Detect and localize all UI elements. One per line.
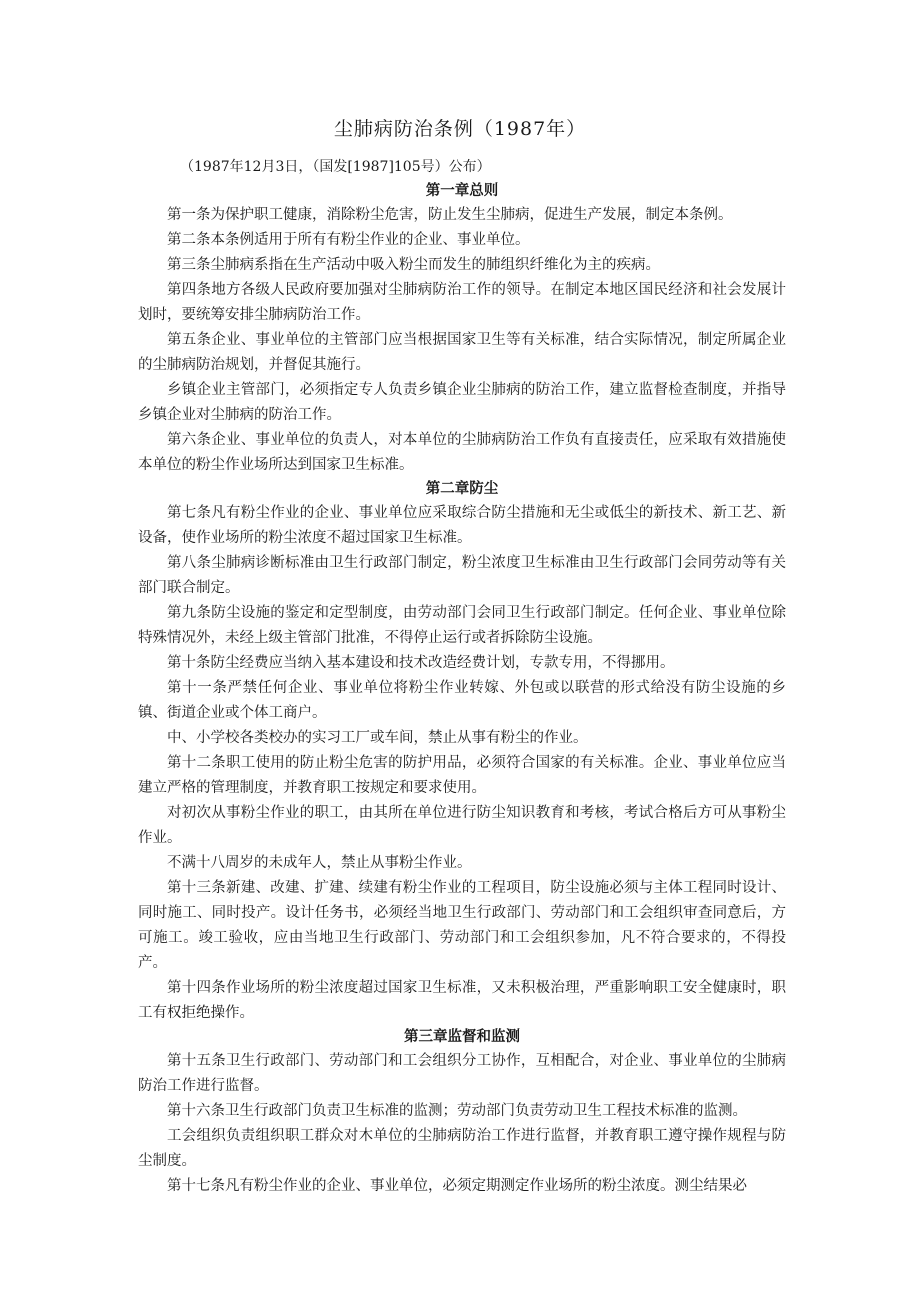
chapter-heading: 第一章总则: [425, 182, 499, 199]
document-title: 尘肺病防治条例（1987年）: [333, 118, 587, 140]
article-paragraph: 第三条尘肺病系指在生产活动中吸入粉尘而发生的肺组织纤维化为主的疾病。: [167, 257, 660, 273]
article-paragraph: 第十三条新建、改建、扩建、续建有粉尘作业的工程项目，防尘设施必须与主体工程同时设计、同时施工、同时投产。设计任务书，必须经当地卫生行政部门、劳动部门和工会组织审查同意后，方可施工。竣工验收，应由当地卫生行政部门、劳动部门和工会组织参加，凡不符合要求的，不得投产。: [138, 880, 786, 971]
article-paragraph: 第九条防尘设施的鉴定和定型制度，由劳动部门会同卫生行政部门制定。任何企业、事业单位除特殊情况外，未经上级主管部门批准，不得停止运行或者拆除防尘设施。: [138, 605, 786, 646]
article-paragraph: 第四条地方各级人民政府要加强对尘肺病防治工作的领导。在制定本地区国民经济和社会发展计划时，要统筹安排尘肺病防治工作。: [138, 282, 786, 323]
article-paragraph: 第十五条卫生行政部门、劳动部门和工会组织分工协作，互相配合，对企业、事业单位的尘肺病防治工作进行监督。: [138, 1053, 786, 1094]
article-paragraph: 第八条尘肺病诊断标准由卫生行政部门制定，粉尘浓度卫生标准由卫生行政部门会同劳动等有关部门联合制定。: [138, 555, 786, 596]
article-paragraph: 第七条凡有粉尘作业的企业、事业单位应采取综合防尘措施和无尘或低尘的新技术、新工艺、新设备，使作业场所的粉尘浓度不超过国家卫生标准。: [138, 505, 786, 546]
article-paragraph: 第十一条严禁任何企业、事业单位将粉尘作业转嫁、外包或以联营的形式给没有防尘设施的乡镇、街道企业或个体工商户。: [138, 680, 786, 721]
article-paragraph: 中、小学校各类校办的实习工厂或车间，禁止从事有粉尘的作业。: [167, 730, 588, 746]
article-paragraph: 不满十八周岁的未成年人，禁止从事粉尘作业。: [167, 855, 472, 871]
article-paragraph: 第十条防尘经费应当纳入基本建设和技术改造经费计划，专款专用，不得挪用。: [167, 655, 675, 671]
document-body: [138, 180, 786, 1199]
article-paragraph: 工会组织负责组织职工群众对木单位的尘肺病防治工作进行监督，并教育职工遵守操作规程与防尘制度。: [138, 1128, 786, 1169]
article-paragraph: 第十七条凡有粉尘作业的企业、事业单位，必须定期测定作业场所的粉尘浓度。测尘结果必: [167, 1178, 747, 1194]
article-paragraph: 第十二条职工使用的防止粉尘危害的防护用品，必须符合国家的有关标准。企业、事业单位应当建立严格的管理制度，并教育职工按规定和要求使用。: [138, 755, 786, 796]
article-paragraph: 第十四条作业场所的粉尘浓度超过国家卫生标准，又未积极治理，严重影响职工安全健康时，职工有权拒绝操作。: [138, 980, 786, 1021]
article-paragraph: 第六条企业、事业单位的负责人，对本单位的尘肺病防治工作负有直接责任，应采取有效措施使本单位的粉尘作业场所达到国家卫生标准。: [138, 432, 786, 473]
article-paragraph: 对初次从事粉尘作业的职工，由其所在单位进行防尘知识教育和考核，考试合格后方可从事粉尘作业。: [138, 805, 786, 846]
article-paragraph: 乡镇企业主管部门，必须指定专人负责乡镇企业尘肺病的防治工作，建立监督检查制度，并指导乡镇企业对尘肺病的防治工作。: [138, 382, 786, 423]
article-paragraph: 第十六条卫生行政部门负责卫生标准的监测；劳动部门负责劳动卫生工程技术标准的监测。: [167, 1103, 747, 1119]
article-paragraph: 第一条为保护职工健康，消除粉尘危害，防止发生尘肺病，促进生产发展，制定本条例。: [167, 207, 733, 223]
chapter-heading: 第二章防尘: [425, 480, 499, 497]
document-subtitle: （1987年12月3日，（国发[1987]105号）公布）: [180, 159, 491, 175]
article-paragraph: 第二条本条例适用于所有有粉尘作业的企业、事业单位。: [167, 232, 530, 248]
chapter-heading: 第三章监督和监测: [404, 1028, 520, 1045]
article-paragraph: 第五条企业、事业单位的主管部门应当根据国家卫生等有关标准，结合实际情况，制定所属企业的尘肺病防治规划，并督促其施行。: [138, 332, 786, 373]
